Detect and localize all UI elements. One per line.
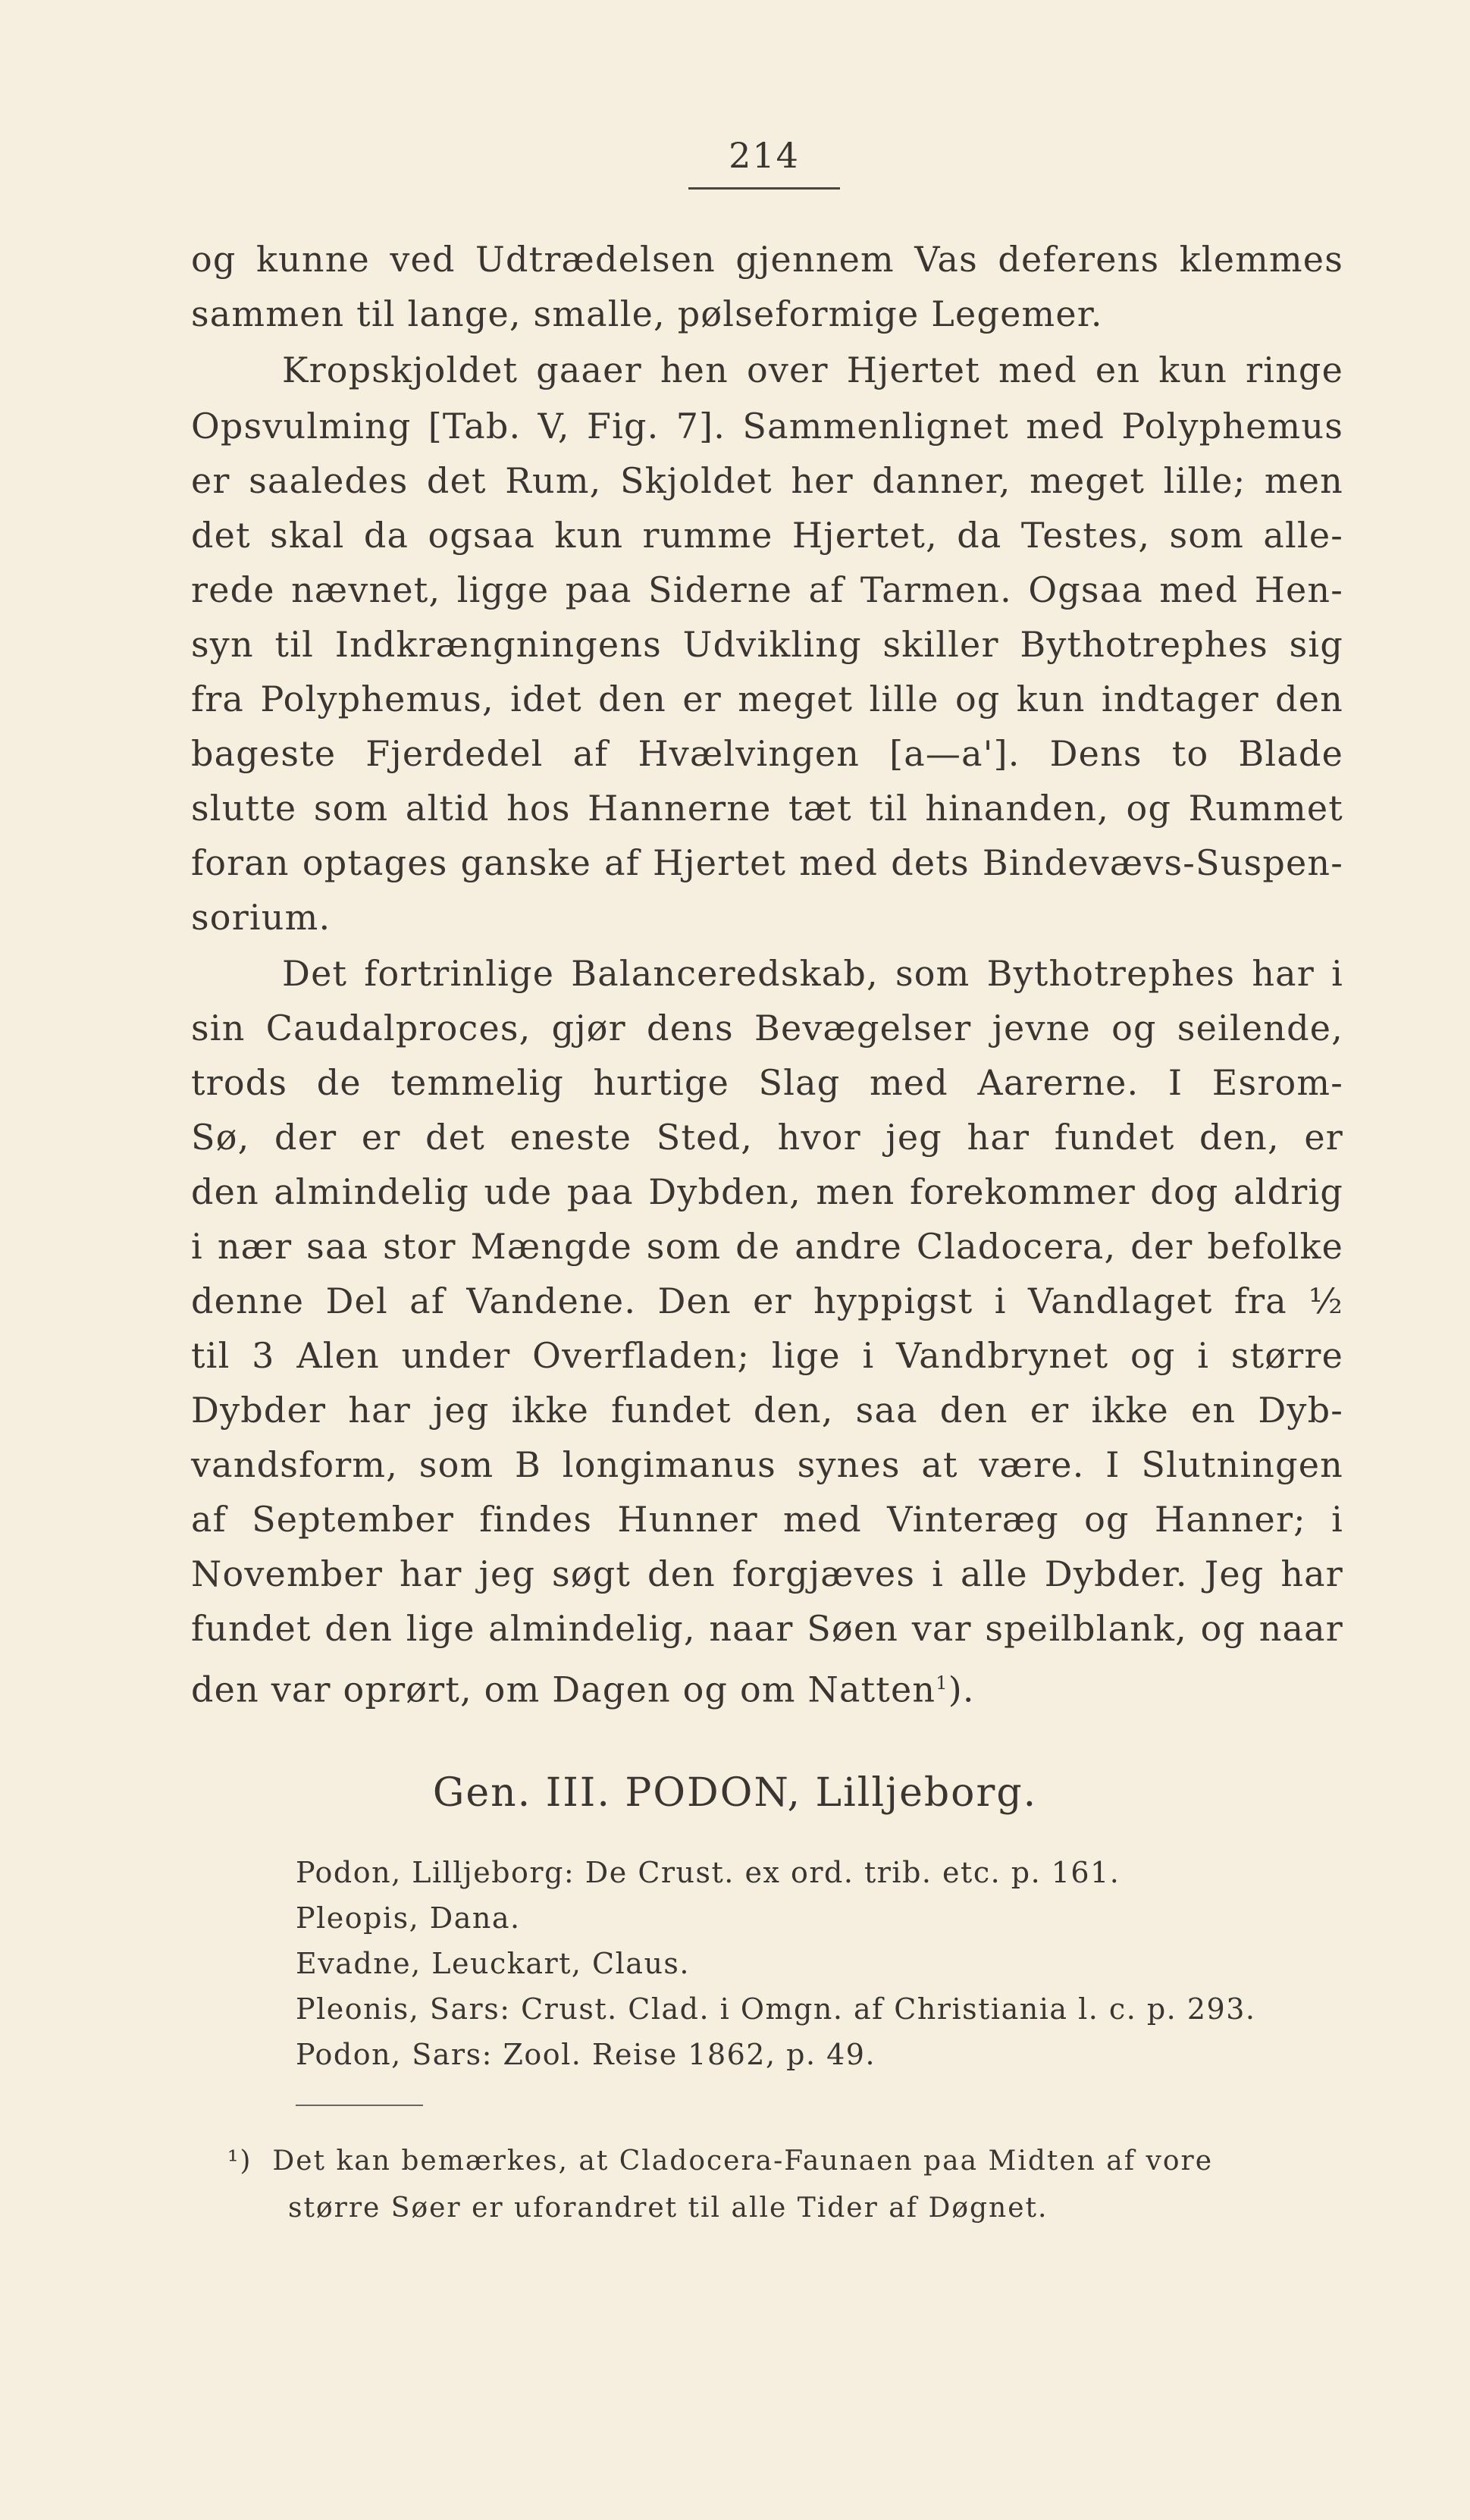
body-line: rede nævnet, ligge paa Siderne af Tarmen. Ogsaa med Hen- <box>191 569 1343 610</box>
body-line-final <box>191 1660 1343 1712</box>
body-line: af September findes Hunner med Vinteræg og Hanner; i <box>191 1499 1343 1540</box>
footnote-line <box>227 2145 1213 2177</box>
footnote-rule <box>296 2105 423 2106</box>
genus-heading: Gen. III. PODON, Lilljeborg. <box>432 1770 1038 1816</box>
body-line: sin Caudalproces, gjør dens Bevægelser jevne og seilende, <box>191 1008 1343 1048</box>
body-line: Sø, der er det eneste Sted, hvor jeg har fundet den, er <box>191 1117 1343 1158</box>
body-line: denne Del af Vandene. Den er hyppigst i Vandlaget fra ½ <box>191 1280 1343 1321</box>
body-line: syn til Indkrængningens Udvikling skiller Bythotrephes sig <box>191 624 1343 665</box>
body-line: fundet den lige almindelig, naar Søen var speilblank, og naar <box>191 1608 1343 1649</box>
body-line: er saaledes det Rum, Skjoldet her danner, meget lille; men <box>191 460 1343 501</box>
body-line: Opsvulming [Tab. V, Fig. 7]. Sammenlignet med Polyphemus <box>191 406 1343 447</box>
body-line: foran optages ganske af Hjertet med dets Bindevævs-Suspen- <box>191 842 1343 883</box>
body-line: Kropskjoldet gaaer hen over Hjertet med en kun ringe <box>282 349 1343 390</box>
body-line: trods de temmelig hurtige Slag med Aarerne. I Esrom- <box>191 1062 1343 1103</box>
body-line: den almindelig ude paa Dybden, men forekommer dog aldrig <box>191 1171 1343 1212</box>
page-number-rule <box>688 187 840 190</box>
body-line: sorium. <box>191 897 331 938</box>
synonym-entry: Evadne, Leuckart, Claus. <box>296 1947 690 1980</box>
body-line: sammen til lange, smalle, pølseformige Legemer. <box>191 293 1103 334</box>
synonym-entry: Podon, Lilljeborg: De Crust. ex ord. trib. etc. p. 161. <box>296 1856 1121 1889</box>
body-line: vandsform, som B longimanus synes at være. I Slutningen <box>191 1444 1343 1485</box>
body-line: til 3 Alen under Overfladen; lige i Vandbrynet og i større <box>191 1335 1343 1376</box>
synonym-entry: Pleopis, Dana. <box>296 1901 521 1935</box>
body-line: i nær saa stor Mængde som de andre Cladocera, der befolke <box>191 1226 1343 1267</box>
body-line-suffix: ). <box>948 1669 975 1710</box>
footnote-text: Det kan bemærkes, at Cladocera-Faunaen paa Midten af vore <box>272 2145 1214 2177</box>
body-line: Dybder har jeg ikke fundet den, saa den er ikke en Dyb- <box>191 1390 1343 1431</box>
body-line-text: den var oprørt, om Dagen og om Natten <box>191 1669 936 1710</box>
synonym-entry: Pleonis, Sars: Crust. Clad. i Omgn. af Christiania l. c. p. 293. <box>296 1992 1256 2026</box>
body-line: slutte som altid hos Hannerne tæt til hinanden, og Rummet <box>191 788 1343 829</box>
page-number: 214 <box>729 135 800 176</box>
footnote-line: større Søer er uforandret til alle Tider af Døgnet. <box>288 2192 1048 2224</box>
synonym-entry: Podon, Sars: Zool. Reise 1862, p. 49. <box>296 2038 876 2071</box>
body-line: det skal da ogsaa kun rumme Hjertet, da Testes, som alle- <box>191 515 1343 556</box>
body-line: og kunne ved Udtrædelsen gjennem Vas deferens klemmes <box>191 239 1343 280</box>
footnote-reference: 1 <box>936 1672 948 1694</box>
footnote-marker: ¹) <box>227 2145 252 2177</box>
body-line: fra Polyphemus, idet den er meget lille og kun indtager den <box>191 679 1343 719</box>
body-line: Det fortrinlige Balanceredskab, som Bythotrephes har i <box>282 953 1343 994</box>
body-line: bageste Fjerdedel af Hvælvingen [a—a']. Dens to Blade <box>191 733 1343 774</box>
body-line: November har jeg søgt den forgjæves i alle Dybder. Jeg har <box>191 1553 1343 1594</box>
